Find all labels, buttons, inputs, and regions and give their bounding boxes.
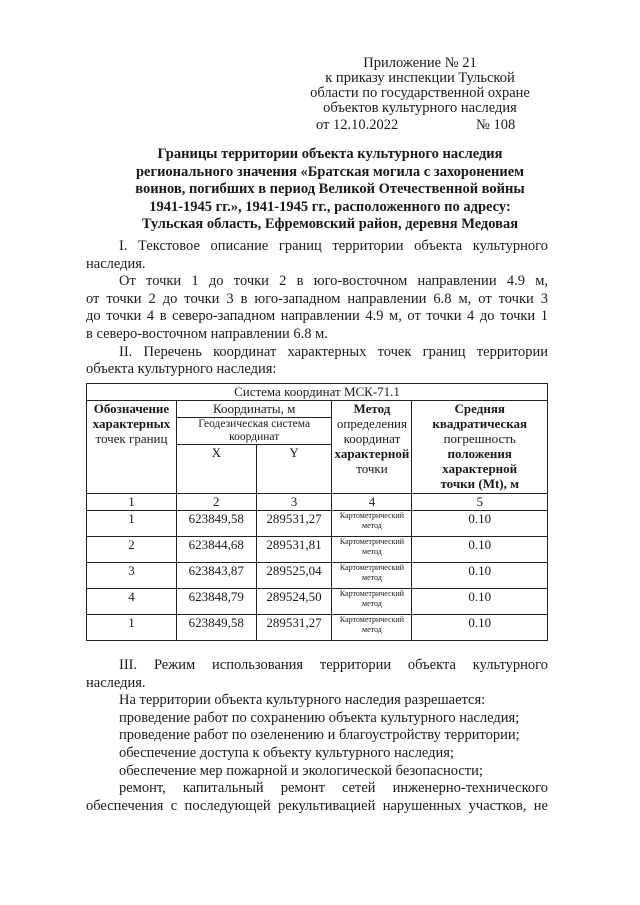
document-title bbox=[90, 146, 570, 234]
error-cell: 0.10 bbox=[412, 511, 548, 537]
column-number: 5 bbox=[412, 494, 548, 511]
method-cell bbox=[332, 615, 412, 641]
list-item-last-line1: ремонт, капитальный ремонт сетей инженерно-технического bbox=[119, 780, 548, 797]
y-cell: 289524,50 bbox=[256, 589, 332, 615]
section1-heading-line1: I. Текстовое описание границ территории объекта культурного bbox=[119, 238, 548, 254]
method-header-l2: определения bbox=[336, 416, 407, 431]
appendix-line: Приложение № 21 bbox=[363, 55, 477, 71]
section-3 bbox=[86, 657, 548, 815]
method-l2: метод bbox=[362, 547, 382, 556]
y-header: Y bbox=[256, 445, 332, 494]
x-cell: 623848,79 bbox=[176, 589, 256, 615]
error-header-l1: Средняя bbox=[454, 401, 505, 416]
column-number: 4 bbox=[332, 494, 412, 511]
method-header-l3: координат bbox=[343, 431, 401, 446]
appendix-line: области по государственной охране bbox=[310, 85, 530, 101]
coordinates-table bbox=[86, 383, 548, 641]
method-l1: Картометрический bbox=[339, 615, 405, 624]
section1-para-line2: от точки 2 до точки 3 в юго-западном направлении 6.8 м, от точки 3 bbox=[86, 290, 548, 307]
coords-header: Координаты, м bbox=[176, 401, 332, 418]
point-header-l1: Обозначение bbox=[93, 401, 170, 416]
list-item: обеспечение мер пожарной и экологической безопасности; bbox=[119, 762, 483, 779]
section-1 bbox=[86, 238, 548, 379]
table-row bbox=[87, 563, 548, 589]
x-cell: 623849,58 bbox=[176, 615, 256, 641]
error-header-l6: точки (Mt), м bbox=[440, 476, 519, 491]
section2-heading-line2: объекта культурного наследия: bbox=[86, 361, 277, 378]
list-item-last-line2: обеспечения с последующей рекультивацией нарушенных участков, не bbox=[86, 797, 548, 814]
point-cell: 3 bbox=[87, 563, 177, 589]
geodesic-header-cell bbox=[176, 418, 332, 445]
method-l2: метод bbox=[362, 625, 382, 634]
table-row bbox=[87, 589, 548, 615]
error-header-cell bbox=[412, 401, 548, 494]
table-header-row bbox=[87, 401, 548, 418]
y-cell: 289531,27 bbox=[256, 511, 332, 537]
error-header-l4: положения bbox=[447, 446, 512, 461]
error-cell: 0.10 bbox=[412, 615, 548, 641]
method-l1: Картометрический bbox=[339, 589, 405, 598]
y-cell: 289525,04 bbox=[256, 563, 332, 589]
method-cell bbox=[332, 563, 412, 589]
point-header-cell bbox=[87, 401, 177, 494]
method-cell bbox=[332, 511, 412, 537]
title-line: Границы территории объекта культурного наследия bbox=[157, 146, 503, 162]
appendix-line: объектов культурного наследия bbox=[323, 100, 517, 116]
method-header-l4: характерной bbox=[334, 446, 410, 461]
table-row bbox=[87, 615, 548, 641]
column-numbers-row bbox=[87, 494, 548, 511]
point-header-l3: точек границ bbox=[95, 431, 168, 446]
list-item: На территории объекта культурного наследия разрешается: bbox=[119, 692, 486, 709]
section2-heading-line1: II. Перечень координат характерных точек границ территории bbox=[119, 343, 548, 360]
column-number: 1 bbox=[87, 494, 177, 511]
section1-heading-line2: наследия. bbox=[86, 255, 146, 272]
point-header-l2: характерных bbox=[92, 416, 171, 431]
method-header-l5: точки bbox=[356, 461, 388, 476]
method-l2: метод bbox=[362, 599, 382, 608]
method-l2: метод bbox=[362, 573, 382, 582]
geodesic-header-l2: координат bbox=[229, 431, 280, 443]
order-number: № 108 bbox=[476, 117, 516, 133]
order-date: от 12.10.2022 bbox=[316, 117, 399, 133]
list-item: проведение работ по озеленению и благоустройству территории; bbox=[119, 727, 520, 744]
section3-heading-line1: III. Режим использования территории объекта культурного bbox=[119, 657, 548, 673]
column-number: 3 bbox=[256, 494, 332, 511]
error-header-l2: квадратическая bbox=[432, 416, 528, 431]
y-cell: 289531,81 bbox=[256, 537, 332, 563]
y-cell: 289531,27 bbox=[256, 615, 332, 641]
method-cell bbox=[332, 589, 412, 615]
title-line: регионального значения «Братская могила с захоронением bbox=[135, 163, 525, 180]
x-cell: 623844,68 bbox=[176, 537, 256, 563]
table-row bbox=[87, 537, 548, 563]
x-cell: 623849,58 bbox=[176, 511, 256, 537]
table-row bbox=[87, 511, 548, 537]
method-l1: Картометрический bbox=[339, 511, 405, 520]
x-cell: 623843,87 bbox=[176, 563, 256, 589]
coordinate-system: Система координат МСК-71.1 bbox=[87, 384, 548, 401]
error-header-l3: погрешность bbox=[443, 431, 516, 446]
title-line: воинов, погибших в период Великой Отечественной войны bbox=[135, 181, 525, 197]
section1-para-line4: в северо-восточном направлении 6.8 м. bbox=[86, 325, 328, 342]
point-cell: 4 bbox=[87, 589, 177, 615]
point-cell: 1 bbox=[87, 615, 177, 641]
point-cell: 1 bbox=[87, 511, 177, 537]
method-header-cell bbox=[332, 401, 412, 494]
geodesic-header-l1: Геодезическая система bbox=[198, 418, 311, 430]
appendix-line: к приказу инспекции Тульской bbox=[325, 70, 515, 86]
method-l1: Картометрический bbox=[339, 563, 405, 572]
method-l1: Картометрический bbox=[339, 537, 405, 546]
list-item: проведение работ по сохранению объекта культурного наследия; bbox=[119, 709, 520, 726]
appendix-header bbox=[300, 56, 540, 116]
section1-para-line3: до точки 4 в северо-западном направлении 4.9 м, от точки 4 до точки 1 bbox=[86, 308, 548, 325]
title-line: 1941-1945 гг.», 1941-1945 гг., расположенного по адресу: bbox=[149, 198, 511, 215]
title-line: Тульская область, Ефремовский район, деревня Медовая bbox=[141, 216, 519, 232]
error-cell: 0.10 bbox=[412, 589, 548, 615]
list-item: обеспечение доступа к объекту культурного наследия; bbox=[119, 744, 455, 761]
section1-para-line1: От точки 1 до точки 2 в юго-восточном направлении 4.9 м, bbox=[119, 273, 548, 290]
x-header: X bbox=[176, 445, 256, 494]
point-cell: 2 bbox=[87, 537, 177, 563]
error-cell: 0.10 bbox=[412, 537, 548, 563]
column-number: 2 bbox=[176, 494, 256, 511]
method-header-l1: Метод bbox=[353, 401, 391, 416]
error-header-l5: характерной bbox=[442, 461, 518, 476]
method-l2: метод bbox=[362, 521, 382, 530]
method-cell bbox=[332, 537, 412, 563]
error-cell: 0.10 bbox=[412, 563, 548, 589]
section3-heading-line2: наследия. bbox=[86, 674, 146, 691]
table-system-row bbox=[87, 384, 548, 401]
